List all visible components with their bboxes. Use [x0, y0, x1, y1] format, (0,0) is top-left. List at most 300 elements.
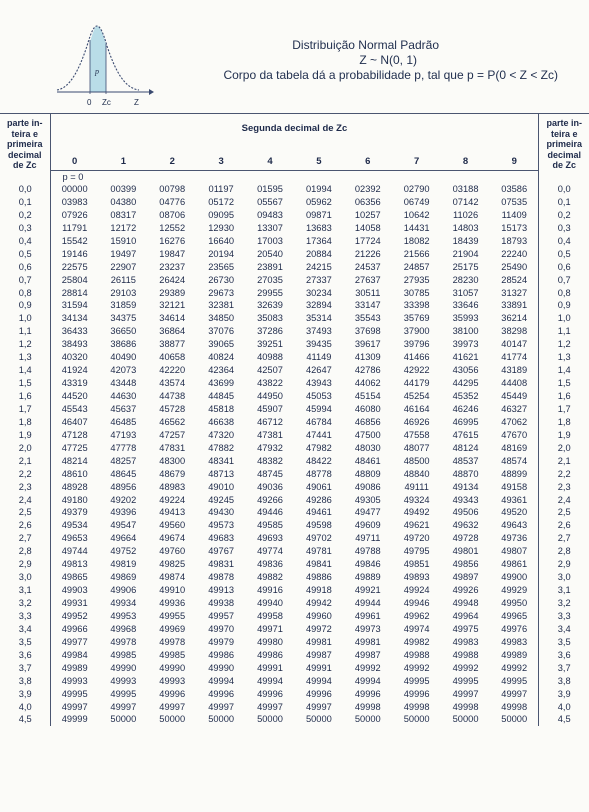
probability-cell: 49916: [257, 585, 283, 596]
probability-cell: 33147: [354, 300, 381, 311]
probability-cell: 49788: [354, 546, 381, 557]
z-label-left: [0, 325, 50, 338]
z-value: 2,1: [18, 455, 32, 466]
probability-cell: 01595: [257, 184, 283, 194]
probability-table: [0, 113, 589, 726]
probability-cell: 47193: [110, 429, 137, 440]
z-value: 0,7: [18, 274, 32, 285]
probability-cell: 48257: [110, 455, 137, 466]
probability-cell: 49993: [61, 675, 88, 686]
probability-cell: 49971: [257, 623, 283, 634]
z-label-right: [539, 222, 589, 235]
table-row: [0, 377, 589, 390]
z-value: 2,8: [557, 546, 571, 557]
probability-cell: 49995: [110, 688, 137, 699]
probability-cell: 49970: [208, 623, 235, 634]
probability-cell: 49702: [305, 533, 332, 544]
probability-cell: 40490: [110, 352, 137, 363]
probability-cell: 49266: [257, 494, 283, 505]
probability-cell: 32894: [305, 300, 332, 311]
probability-cell: 49946: [403, 598, 430, 608]
probability-cell: 24857: [403, 261, 430, 272]
z-value: 3,8: [557, 675, 571, 686]
probability-cell: 05962: [305, 196, 332, 207]
z-value: 3,2: [557, 598, 571, 608]
z-value: 1,0: [18, 313, 32, 324]
probability-cell: 41924: [61, 365, 88, 376]
z-value: 0,0: [18, 184, 32, 194]
probability-cell: 05567: [257, 196, 283, 207]
probability-cell: 49361: [501, 494, 528, 505]
probability-cell: 48840: [403, 468, 430, 479]
probability-cell: 49950: [501, 598, 528, 608]
table-body: [0, 171, 589, 727]
probability-cell: 49774: [257, 546, 283, 557]
probability-cell: 49506: [452, 507, 479, 518]
z-label-left: [0, 403, 50, 416]
probability-cell: 49962: [403, 610, 430, 621]
z-label-right: [539, 390, 589, 403]
z-value: 2,2: [18, 468, 32, 479]
probability-cell: 17003: [257, 235, 283, 246]
probability-cell: 49986: [257, 649, 283, 660]
probability-cell: 48956: [110, 481, 137, 492]
probability-cell: 48030: [354, 442, 381, 453]
probability-cell: 06749: [403, 196, 430, 207]
probability-cell: 49929: [501, 585, 528, 596]
z-label-right: [539, 416, 589, 429]
probability-cell: 48679: [159, 468, 186, 479]
probability-cell: 39617: [354, 339, 381, 350]
probability-cell: 19146: [61, 248, 88, 259]
probability-cell: 47778: [110, 442, 137, 453]
probability-cell: 07535: [501, 196, 528, 207]
table-row: [0, 312, 589, 325]
probability-cell: 49936: [159, 598, 186, 608]
probability-cell: 49801: [452, 546, 479, 557]
probability-cell: 48713: [208, 468, 235, 479]
probability-cell: 44062: [354, 378, 381, 389]
probability-cell: 49977: [61, 636, 88, 647]
z-label-right: [539, 338, 589, 351]
table-row: [0, 416, 589, 429]
z-value: 4,5: [557, 714, 571, 725]
z-value: 4,0: [557, 701, 571, 712]
z-value: 3,2: [18, 598, 32, 608]
z-value: 1,8: [18, 416, 32, 427]
probability-cell: 49997: [257, 701, 283, 712]
probability-cell: 49994: [354, 675, 381, 686]
column-header: 3: [197, 140, 246, 170]
table-description: Corpo da tabela dá a probabilidade p, tal que p = P(0 < Z < Zc): [223, 68, 558, 82]
probability-cell: 21904: [452, 248, 479, 259]
probability-cell: 34850: [208, 313, 235, 324]
table-row: [0, 429, 589, 442]
probability-cell: 26115: [110, 274, 136, 285]
probability-cell: 43189: [501, 365, 528, 376]
z-value: 2,0: [18, 442, 32, 453]
column-group-title: Segunda decimal de Zc: [50, 114, 539, 141]
probability-cell: 49996: [257, 688, 283, 699]
spacer-cell: [539, 171, 589, 184]
z-label-left: [0, 584, 50, 597]
probability-cell: 40658: [159, 352, 186, 363]
z-value: 2,5: [557, 507, 571, 518]
probability-cell: 49878: [208, 572, 235, 583]
table-row: [0, 222, 589, 235]
probability-cell: 49973: [354, 623, 381, 634]
table-row: [0, 597, 589, 610]
table-row: [0, 235, 589, 248]
probability-cell: 49396: [110, 507, 137, 518]
probability-cell: 46327: [501, 403, 528, 414]
z-label-left: [0, 209, 50, 222]
z-value: 0,5: [18, 248, 32, 259]
z-label-left: [0, 429, 50, 442]
probability-cell: 10642: [403, 209, 430, 220]
probability-cell: 25804: [61, 274, 88, 285]
probability-cell: 49807: [501, 546, 528, 557]
probability-cell: 09483: [257, 209, 283, 220]
z-label-left: [0, 287, 50, 300]
right-header-line: parte in-: [546, 118, 582, 128]
probability-cell: 39251: [257, 339, 283, 350]
table-row: [0, 403, 589, 416]
probability-cell: 22575: [61, 261, 88, 272]
table-row: [0, 442, 589, 455]
probability-cell: 38100: [452, 326, 479, 337]
probability-cell: 44179: [403, 378, 430, 389]
z-label-right: [539, 688, 589, 701]
probability-cell: 49324: [403, 494, 430, 505]
probability-cell: 49942: [305, 598, 332, 608]
probability-cell: 49813: [61, 559, 88, 570]
table-row: [0, 390, 589, 403]
probability-cell: 29103: [110, 287, 137, 298]
column-header: 2: [148, 140, 197, 170]
z-value: 1,8: [557, 416, 571, 427]
probability-cell: 38686: [110, 339, 137, 350]
probability-cell: 07926: [61, 209, 88, 220]
probability-cell: 49653: [61, 533, 88, 544]
z-label-right: [539, 261, 589, 274]
probability-cell: 48899: [501, 468, 528, 479]
probability-cell: 49995: [452, 675, 479, 686]
probability-cell: 48169: [501, 442, 528, 453]
probability-cell: 25175: [452, 261, 479, 272]
probability-cell: 18793: [501, 235, 528, 246]
probability-cell: 44738: [159, 391, 186, 401]
table-row: [0, 481, 589, 494]
z-value: 0,8: [557, 287, 571, 298]
z-label-left: [0, 196, 50, 209]
z-value: 3,0: [557, 572, 571, 583]
z-label-right: [539, 584, 589, 597]
probability-cell: 31594: [61, 300, 88, 311]
probability-cell: 42507: [257, 365, 283, 376]
z-value: 3,1: [557, 585, 571, 596]
z-label-left: [0, 636, 50, 649]
z-label-left: [0, 274, 50, 287]
z-value: 1,5: [18, 378, 32, 389]
distribution-notation: Z ~ N(0, 1): [359, 53, 417, 67]
probability-cell: 48610: [61, 468, 88, 479]
table-row: [0, 196, 589, 209]
probability-cell: 48537: [452, 455, 479, 466]
probability-cell: 11791: [62, 222, 88, 233]
z-label-right: [539, 610, 589, 623]
probability-cell: 31057: [452, 287, 479, 298]
z-value: 2,3: [557, 481, 571, 492]
probability-cell: 27637: [354, 274, 381, 285]
probability-cell: 13307: [257, 222, 283, 233]
probability-cell: 47257: [159, 429, 186, 440]
table-row: [0, 701, 589, 714]
probability-cell: 37698: [354, 326, 381, 337]
probability-cell: 46407: [61, 416, 88, 427]
table-row: [0, 558, 589, 571]
probability-cell: 12172: [110, 222, 137, 233]
probability-cell: 22240: [501, 248, 528, 259]
z-label-right: [539, 248, 589, 261]
z-value: 2,6: [18, 520, 32, 531]
probability-cell: 49573: [208, 520, 235, 531]
probability-cell: 49305: [354, 494, 381, 505]
probability-cell: 49997: [61, 701, 88, 712]
probability-cell: 49996: [354, 688, 381, 699]
probability-cell: 49978: [159, 636, 186, 647]
z-value: 2,7: [18, 533, 32, 544]
probability-cell: 49752: [110, 546, 137, 557]
probability-cell: 47320: [208, 429, 235, 440]
p-zero-label: p = 0: [62, 172, 84, 182]
table-row: [0, 248, 589, 261]
z-value: 0,2: [557, 209, 571, 220]
probability-cell: 49906: [110, 585, 137, 596]
probability-cell: 41621: [452, 352, 479, 363]
probability-cell: 49996: [305, 688, 332, 699]
probability-cell: 45543: [61, 403, 88, 414]
probability-cell: 49995: [501, 675, 528, 686]
z-value: 2,4: [557, 494, 571, 505]
page-title: Distribuição Normal Padrão: [292, 38, 439, 52]
z-label-right: [539, 662, 589, 675]
probability-cell: 34614: [159, 313, 186, 324]
probability-cell: 17364: [305, 235, 332, 246]
z-label-right: [539, 442, 589, 455]
probability-cell: 49972: [305, 623, 332, 634]
probability-cell: 49987: [354, 649, 381, 660]
z-label-left: [0, 481, 50, 494]
probability-cell: 49889: [354, 572, 381, 583]
z-label-left: [0, 377, 50, 390]
probability-cell: 00798: [159, 184, 186, 194]
z-value: 1,4: [557, 365, 571, 376]
z-label-left: [0, 338, 50, 351]
probability-cell: 49993: [110, 675, 137, 686]
probability-cell: 49492: [403, 507, 430, 518]
probability-cell: 11026: [452, 209, 479, 220]
probability-cell: 48870: [452, 468, 479, 479]
z-label-right: [539, 701, 589, 714]
probability-cell: 49994: [257, 675, 283, 686]
probability-cell: 49926: [452, 585, 479, 596]
probability-cell: 43699: [208, 378, 235, 389]
z-label-left: [0, 235, 50, 248]
probability-cell: 08706: [159, 209, 186, 220]
probability-cell: 49897: [452, 572, 479, 583]
probability-cell: 49664: [110, 533, 137, 544]
probability-cell: 49111: [404, 481, 429, 492]
probability-cell: 46712: [257, 416, 283, 427]
p-zero-row: [0, 171, 589, 184]
z-value: 0,1: [557, 196, 571, 207]
z-label-left: [0, 416, 50, 429]
probability-cell: 44295: [452, 378, 479, 389]
probability-cell: 18439: [452, 235, 479, 246]
probability-cell: 49990: [110, 662, 137, 673]
probability-cell: 49585: [257, 520, 283, 531]
probability-cell: 42220: [159, 365, 186, 376]
z-value: 1,3: [18, 352, 32, 363]
z-value: 1,6: [18, 391, 32, 401]
z-label-left: [0, 532, 50, 545]
right-header-line: primeira: [546, 139, 582, 149]
probability-cell: 17724: [354, 235, 381, 246]
probability-cell: 49974: [403, 623, 430, 634]
table-row: [0, 571, 589, 584]
probability-cell: 11409: [501, 209, 527, 220]
table-row: [0, 610, 589, 623]
probability-cell: 49988: [403, 649, 430, 660]
z-value: 3,6: [18, 649, 32, 660]
probability-cell: 48809: [354, 468, 381, 479]
z-value: 0,9: [557, 300, 571, 311]
probability-cell: 49202: [110, 494, 137, 505]
probability-cell: 49781: [305, 546, 332, 557]
probability-cell: 40988: [257, 352, 283, 363]
probability-cell: 39065: [208, 339, 235, 350]
probability-cell: 46485: [110, 416, 137, 427]
probability-cell: 49998: [501, 701, 528, 712]
probability-cell: 14803: [452, 222, 479, 233]
z-value: 1,2: [18, 339, 32, 350]
probability-cell: 45637: [110, 403, 137, 414]
probability-cell: 49990: [208, 662, 235, 673]
table-row: [0, 519, 589, 532]
z-label-right: [539, 455, 589, 468]
probability-cell: 49286: [305, 494, 332, 505]
area-label: p: [95, 67, 99, 76]
right-header-line: decimal: [547, 149, 581, 160]
probability-cell: 48983: [159, 481, 186, 492]
z-value: 2,9: [18, 559, 32, 570]
probability-cell: 50000: [110, 714, 137, 725]
probability-cell: 48124: [452, 442, 479, 453]
column-header: 7: [392, 140, 441, 170]
probability-cell: 48214: [61, 455, 88, 466]
probability-cell: 01994: [305, 184, 332, 194]
probability-cell: 49343: [452, 494, 479, 505]
probability-cell: 03983: [61, 196, 88, 207]
probability-cell: 39435: [305, 339, 332, 350]
probability-cell: 49997: [305, 701, 332, 712]
left-header-line: teira e: [11, 128, 39, 139]
z-label-left: [0, 713, 50, 726]
probability-cell: 44408: [501, 378, 528, 389]
z-value: 3,6: [557, 649, 571, 660]
probability-cell: 49795: [403, 546, 430, 557]
probability-cell: 49856: [452, 559, 479, 570]
probability-cell: 46638: [208, 416, 235, 427]
probability-cell: 47128: [61, 429, 88, 440]
z-label-right: [539, 196, 589, 209]
probability-cell: 27035: [257, 274, 283, 285]
probability-cell: 29673: [208, 287, 235, 298]
probability-cell: 49910: [159, 585, 186, 596]
probability-cell: 33646: [452, 300, 479, 311]
z-value: 4,5: [18, 714, 32, 725]
probability-cell: 38298: [501, 326, 528, 337]
probability-cell: 06356: [354, 196, 381, 207]
probability-cell: 49882: [257, 572, 283, 583]
probability-cell: 49984: [61, 649, 88, 660]
probability-cell: 43943: [305, 378, 332, 389]
probability-cell: 20540: [257, 248, 283, 259]
z-label-right: [539, 325, 589, 338]
probability-cell: 49224: [159, 494, 186, 505]
probability-cell: 14431: [403, 222, 430, 233]
z-value: 2,2: [557, 468, 571, 479]
probability-cell: 49990: [159, 662, 186, 673]
z-value: 1,6: [557, 391, 571, 401]
z-value: 3,9: [557, 688, 571, 699]
column-header: 4: [246, 140, 295, 170]
probability-cell: 43319: [61, 378, 88, 389]
probability-cell: 49980: [257, 636, 283, 647]
probability-cell: 15542: [61, 235, 88, 246]
probability-cell: 49953: [110, 610, 137, 621]
probability-cell: 19497: [110, 248, 137, 259]
z-value: 0,2: [18, 209, 32, 220]
probability-cell: 49952: [61, 610, 88, 621]
probability-cell: 49893: [403, 572, 430, 583]
probability-cell: 49693: [257, 533, 283, 544]
probability-cell: 49995: [61, 688, 88, 699]
probability-cell: 47441: [305, 429, 332, 440]
probability-cell: 49992: [354, 662, 381, 673]
probability-cell: 23565: [208, 261, 235, 272]
probability-cell: 49903: [61, 585, 88, 596]
right-header-line: de Zc: [552, 160, 576, 170]
z-label-right: [539, 597, 589, 610]
probability-cell: 19847: [159, 248, 186, 259]
probability-cell: 49957: [208, 610, 235, 621]
z-label-left: [0, 494, 50, 507]
table-row: [0, 287, 589, 300]
probability-cell: 43822: [257, 378, 283, 389]
probability-cell: 49993: [159, 675, 186, 686]
z-label-right: [539, 312, 589, 325]
probability-cell: 49989: [61, 662, 88, 673]
probability-cell: 42073: [110, 365, 137, 376]
probability-cell: 49991: [305, 662, 332, 673]
z-value: 2,1: [557, 455, 571, 466]
probability-cell: 22907: [110, 261, 137, 272]
z-value: 1,7: [557, 403, 571, 414]
probability-cell: 44845: [208, 391, 235, 401]
probability-cell: 49995: [403, 675, 430, 686]
